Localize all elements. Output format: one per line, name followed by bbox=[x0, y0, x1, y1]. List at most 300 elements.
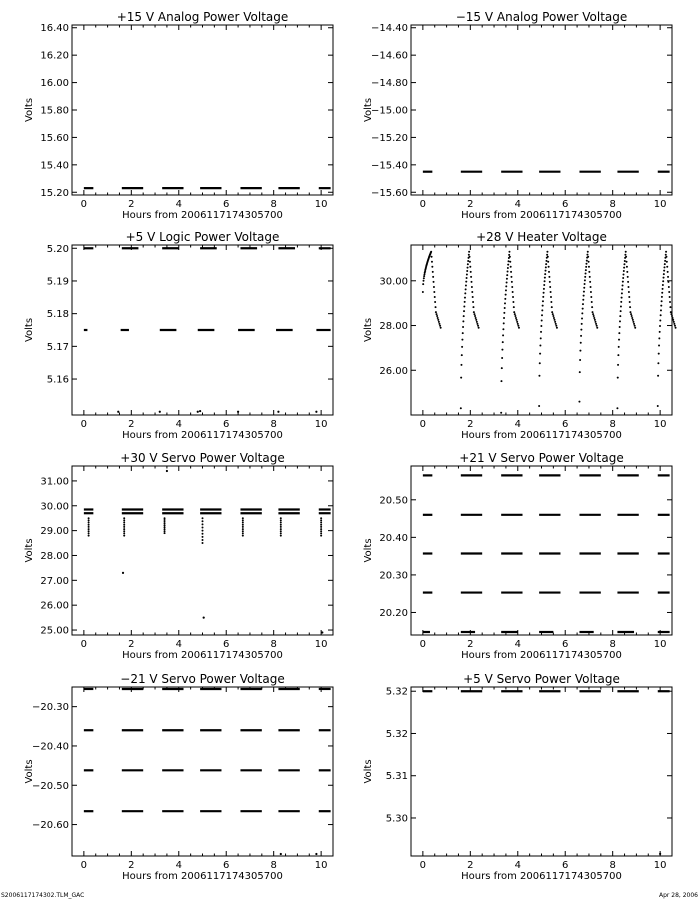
data-point bbox=[466, 273, 468, 275]
data-point bbox=[164, 517, 166, 519]
y-tick-label: −20.40 bbox=[31, 741, 69, 753]
data-point bbox=[478, 327, 480, 329]
data-point bbox=[501, 349, 503, 351]
data-point bbox=[510, 276, 512, 278]
data-point bbox=[668, 291, 670, 293]
data-point bbox=[164, 530, 166, 532]
data-point bbox=[581, 323, 583, 325]
data-point bbox=[631, 315, 633, 317]
x-tick-label: 2 bbox=[128, 419, 135, 430]
data-point bbox=[618, 332, 620, 334]
data-point bbox=[543, 288, 545, 290]
x-tick-label: 8 bbox=[270, 199, 277, 210]
x-tick-label: 6 bbox=[562, 860, 569, 871]
data-point bbox=[581, 312, 583, 314]
data-point bbox=[460, 407, 462, 409]
data-point bbox=[582, 303, 584, 305]
data-point bbox=[627, 281, 629, 283]
data-point bbox=[434, 301, 436, 303]
data-point bbox=[438, 323, 440, 325]
data-point bbox=[431, 256, 433, 258]
data-point bbox=[622, 281, 624, 283]
y-axis-label: Volts bbox=[24, 317, 35, 343]
data-point bbox=[280, 532, 282, 534]
data-point bbox=[477, 325, 479, 327]
y-tick-label: 16.00 bbox=[40, 78, 69, 90]
x-tick-label: 10 bbox=[314, 199, 328, 210]
data-point bbox=[621, 297, 623, 299]
data-point bbox=[504, 307, 506, 309]
data-point bbox=[514, 315, 516, 317]
data-point bbox=[551, 306, 553, 308]
data-point bbox=[589, 276, 591, 278]
data-point bbox=[588, 271, 590, 273]
data-point bbox=[616, 407, 618, 409]
data-point bbox=[203, 617, 205, 619]
x-tick-label: 0 bbox=[419, 639, 427, 650]
data-point bbox=[618, 346, 620, 348]
data-point bbox=[122, 572, 124, 574]
data-point bbox=[464, 301, 466, 303]
chart-panel-2 bbox=[363, 10, 672, 221]
plot-frame bbox=[411, 245, 672, 415]
data-point bbox=[543, 284, 545, 286]
x-tick-label: 4 bbox=[175, 639, 182, 650]
data-point bbox=[507, 267, 509, 269]
x-tick-label: 6 bbox=[223, 199, 230, 210]
x-tick-label: 6 bbox=[223, 419, 230, 430]
data-point bbox=[123, 524, 125, 526]
data-point bbox=[469, 256, 471, 258]
data-point bbox=[508, 251, 510, 253]
data-point bbox=[501, 367, 503, 369]
data-point bbox=[540, 325, 542, 327]
data-point bbox=[117, 411, 119, 413]
data-point bbox=[280, 517, 282, 519]
data-point bbox=[542, 300, 544, 302]
data-point bbox=[468, 251, 470, 253]
data-point bbox=[463, 305, 465, 307]
data-point bbox=[548, 276, 550, 278]
data-point bbox=[629, 311, 631, 313]
data-point bbox=[159, 411, 161, 413]
data-point bbox=[591, 301, 593, 303]
data-point bbox=[461, 354, 463, 356]
y-tick-label: 20.40 bbox=[379, 532, 408, 544]
data-point bbox=[547, 256, 549, 258]
data-point bbox=[508, 260, 510, 262]
data-point bbox=[585, 266, 587, 268]
data-point bbox=[164, 521, 166, 523]
data-point bbox=[242, 535, 244, 537]
data-point bbox=[551, 311, 553, 313]
data-point bbox=[164, 527, 166, 529]
data-point bbox=[629, 306, 631, 308]
data-point bbox=[579, 359, 581, 361]
y-tick-label: 5.16 bbox=[46, 374, 69, 386]
data-point bbox=[669, 296, 671, 298]
data-point bbox=[501, 357, 503, 359]
data-point bbox=[542, 305, 544, 307]
data-point bbox=[516, 319, 518, 321]
data-point bbox=[620, 301, 622, 303]
data-point bbox=[475, 317, 477, 319]
y-tick-label: 25.00 bbox=[40, 625, 69, 637]
data-point bbox=[88, 530, 90, 532]
data-point bbox=[202, 520, 204, 522]
data-point bbox=[623, 267, 625, 269]
data-point bbox=[423, 273, 425, 275]
chart-title: −15 V Analog Power Voltage bbox=[455, 10, 628, 24]
data-point bbox=[503, 317, 505, 319]
data-point bbox=[472, 296, 474, 298]
data-point bbox=[280, 519, 282, 521]
data-point bbox=[585, 263, 587, 265]
data-point bbox=[164, 528, 166, 530]
data-point bbox=[665, 256, 667, 258]
x-tick-label: 8 bbox=[270, 639, 277, 650]
data-point bbox=[548, 271, 550, 273]
x-tick-label: 6 bbox=[223, 860, 230, 871]
data-point bbox=[664, 263, 666, 265]
data-point bbox=[594, 321, 596, 323]
data-point bbox=[242, 522, 244, 524]
data-point bbox=[625, 256, 627, 258]
data-point bbox=[554, 319, 556, 321]
data-point bbox=[320, 535, 322, 537]
x-tick-label: 10 bbox=[314, 639, 328, 650]
data-point bbox=[624, 260, 626, 262]
x-tick-label: 4 bbox=[514, 639, 521, 650]
data-point bbox=[590, 291, 592, 293]
data-point bbox=[584, 283, 586, 285]
data-point bbox=[625, 251, 627, 253]
data-point bbox=[588, 261, 590, 263]
data-point bbox=[513, 306, 515, 308]
data-point bbox=[623, 270, 625, 272]
data-point bbox=[123, 535, 125, 537]
data-point bbox=[659, 853, 661, 855]
data-point bbox=[666, 261, 668, 263]
data-point bbox=[587, 256, 589, 258]
data-point bbox=[545, 266, 547, 268]
data-point bbox=[620, 310, 622, 312]
data-point bbox=[123, 519, 125, 521]
x-axis-label: Hours from 2006117174305700 bbox=[122, 871, 283, 882]
data-point bbox=[585, 272, 587, 274]
data-point bbox=[440, 327, 442, 329]
data-point bbox=[540, 331, 542, 333]
y-tick-label: 26.00 bbox=[40, 600, 69, 612]
data-point bbox=[512, 301, 514, 303]
data-point bbox=[472, 306, 474, 308]
data-point bbox=[621, 288, 623, 290]
data-point bbox=[461, 346, 463, 348]
data-point bbox=[280, 530, 282, 532]
data-point bbox=[88, 532, 90, 534]
data-point bbox=[512, 291, 514, 293]
data-point bbox=[320, 532, 322, 534]
data-point bbox=[516, 321, 518, 323]
data-point bbox=[673, 321, 675, 323]
y-tick-label: 29.00 bbox=[40, 526, 69, 538]
data-point bbox=[513, 311, 515, 313]
chart-panel-8 bbox=[363, 672, 672, 882]
data-point bbox=[662, 288, 664, 290]
chart-panel-1 bbox=[24, 10, 333, 221]
y-tick-label: 20.30 bbox=[379, 570, 408, 582]
data-point bbox=[506, 282, 508, 284]
data-point bbox=[628, 291, 630, 293]
data-point bbox=[594, 319, 596, 321]
data-point bbox=[504, 298, 506, 300]
y-tick-label: 5.17 bbox=[46, 341, 69, 353]
data-point bbox=[438, 321, 440, 323]
y-tick-label: 16.20 bbox=[40, 50, 69, 62]
y-tick-label: −15.20 bbox=[370, 132, 408, 144]
y-tick-label: 16.40 bbox=[40, 23, 69, 35]
data-point bbox=[464, 292, 466, 294]
x-tick-label: 4 bbox=[175, 860, 182, 871]
plot-frame bbox=[411, 687, 672, 856]
x-tick-label: 0 bbox=[419, 199, 427, 210]
data-point bbox=[468, 254, 470, 256]
data-point bbox=[555, 323, 557, 325]
data-point bbox=[242, 517, 244, 519]
data-point bbox=[541, 319, 543, 321]
data-point bbox=[510, 271, 512, 273]
data-point bbox=[553, 317, 555, 319]
data-point bbox=[660, 309, 662, 311]
data-point bbox=[475, 319, 477, 321]
plot-frame bbox=[72, 687, 333, 856]
data-point bbox=[202, 539, 204, 541]
data-point bbox=[202, 527, 204, 529]
x-tick-label: 4 bbox=[514, 419, 521, 430]
x-tick-label: 4 bbox=[175, 199, 182, 210]
chart-title: +21 V Servo Power Voltage bbox=[459, 451, 624, 465]
data-point bbox=[544, 280, 546, 282]
data-point bbox=[502, 328, 504, 330]
data-point bbox=[509, 261, 511, 263]
data-point bbox=[670, 313, 672, 315]
data-point bbox=[550, 291, 552, 293]
y-axis-label: Volts bbox=[363, 759, 374, 784]
x-tick-label: 8 bbox=[609, 639, 616, 650]
y-axis-label: Volts bbox=[363, 97, 374, 123]
data-point bbox=[320, 526, 322, 528]
data-point bbox=[582, 299, 584, 301]
data-point bbox=[663, 277, 665, 279]
data-point bbox=[432, 271, 434, 273]
data-point bbox=[437, 319, 439, 321]
data-point bbox=[663, 266, 665, 268]
data-point bbox=[197, 411, 199, 413]
data-point bbox=[507, 264, 509, 266]
data-point bbox=[473, 311, 475, 313]
data-point bbox=[465, 288, 467, 290]
data-point bbox=[423, 275, 425, 277]
data-point bbox=[433, 286, 435, 288]
data-point bbox=[539, 362, 541, 364]
data-point bbox=[463, 315, 465, 317]
chart-title: +15 V Analog Power Voltage bbox=[116, 10, 289, 24]
y-tick-label: 5.18 bbox=[46, 309, 69, 321]
data-point bbox=[554, 321, 556, 323]
data-point bbox=[544, 277, 546, 279]
data-point bbox=[320, 517, 322, 519]
y-tick-label: 5.30 bbox=[385, 813, 408, 825]
data-point bbox=[202, 517, 204, 519]
data-point bbox=[462, 320, 464, 322]
data-point bbox=[585, 269, 587, 271]
data-point bbox=[503, 322, 505, 324]
data-point bbox=[508, 254, 510, 256]
data-point bbox=[667, 271, 669, 273]
data-point bbox=[199, 410, 201, 412]
data-point bbox=[166, 470, 168, 472]
x-axis-label: Hours from 2006117174305700 bbox=[122, 430, 283, 441]
data-point bbox=[433, 281, 435, 283]
data-point bbox=[462, 326, 464, 328]
data-point bbox=[541, 314, 543, 316]
data-point bbox=[466, 270, 468, 272]
x-tick-label: 8 bbox=[609, 419, 616, 430]
data-point bbox=[619, 320, 621, 322]
x-tick-label: 4 bbox=[514, 860, 521, 871]
data-point bbox=[547, 261, 549, 263]
data-point bbox=[123, 517, 125, 519]
data-point bbox=[434, 296, 436, 298]
y-axis-label: Volts bbox=[363, 538, 374, 563]
data-point bbox=[589, 281, 591, 283]
data-point bbox=[669, 301, 671, 303]
data-point bbox=[548, 266, 550, 268]
x-tick-label: 8 bbox=[270, 419, 277, 430]
x-tick-label: 6 bbox=[562, 419, 569, 430]
data-point bbox=[657, 375, 659, 377]
data-point bbox=[202, 523, 204, 525]
y-tick-label: 28.00 bbox=[379, 321, 408, 333]
data-point bbox=[662, 280, 664, 282]
data-point bbox=[671, 315, 673, 317]
data-point bbox=[634, 325, 636, 327]
data-point bbox=[280, 522, 282, 524]
y-tick-label: −15.60 bbox=[370, 187, 408, 199]
data-point bbox=[657, 405, 659, 407]
data-point bbox=[164, 523, 166, 525]
y-axis-label: Volts bbox=[24, 97, 35, 123]
data-point bbox=[460, 364, 462, 366]
x-tick-label: 10 bbox=[653, 860, 667, 871]
data-point bbox=[320, 524, 322, 526]
data-point bbox=[466, 277, 468, 279]
x-tick-label: 0 bbox=[419, 419, 427, 430]
data-point bbox=[632, 319, 634, 321]
data-point bbox=[623, 263, 625, 265]
data-point bbox=[591, 306, 593, 308]
x-tick-label: 2 bbox=[467, 639, 474, 650]
data-point bbox=[584, 279, 586, 281]
x-tick-label: 10 bbox=[314, 860, 328, 871]
data-point bbox=[88, 526, 90, 528]
data-point bbox=[320, 522, 322, 524]
x-axis-label: Hours from 2006117174305700 bbox=[461, 871, 622, 882]
data-point bbox=[437, 317, 439, 319]
y-axis-label: Volts bbox=[363, 317, 374, 343]
data-point bbox=[88, 524, 90, 526]
data-point bbox=[476, 321, 478, 323]
chart-title: +5 V Servo Power Voltage bbox=[463, 672, 620, 686]
data-point bbox=[592, 311, 594, 313]
data-point bbox=[504, 302, 506, 304]
data-point bbox=[584, 276, 586, 278]
y-tick-label: 31.00 bbox=[40, 476, 69, 488]
data-point bbox=[586, 260, 588, 262]
data-point bbox=[660, 314, 662, 316]
x-tick-label: 4 bbox=[514, 199, 521, 210]
data-point bbox=[430, 251, 432, 253]
data-point bbox=[622, 277, 624, 279]
data-point bbox=[433, 291, 435, 293]
data-point bbox=[471, 291, 473, 293]
x-tick-label: 4 bbox=[175, 419, 182, 430]
y-tick-label: 28.00 bbox=[40, 550, 69, 562]
data-point bbox=[280, 526, 282, 528]
y-tick-label: 15.40 bbox=[40, 160, 69, 172]
data-point bbox=[658, 345, 660, 347]
data-point bbox=[123, 526, 125, 528]
data-point bbox=[470, 271, 472, 273]
y-tick-label: 15.20 bbox=[40, 187, 69, 199]
data-point bbox=[123, 528, 125, 530]
data-point bbox=[667, 281, 669, 283]
data-point bbox=[578, 401, 580, 403]
chart-title: +30 V Servo Power Voltage bbox=[120, 451, 285, 465]
data-point bbox=[505, 285, 507, 287]
data-point bbox=[423, 280, 425, 282]
data-point bbox=[277, 411, 279, 413]
data-point bbox=[242, 532, 244, 534]
data-point bbox=[661, 296, 663, 298]
data-point bbox=[439, 325, 441, 327]
data-point bbox=[556, 327, 558, 329]
data-point bbox=[465, 281, 467, 283]
data-point bbox=[626, 266, 628, 268]
data-point bbox=[467, 260, 469, 262]
x-tick-label: 10 bbox=[653, 199, 667, 210]
data-point bbox=[242, 530, 244, 532]
data-point bbox=[664, 260, 666, 262]
data-point bbox=[506, 278, 508, 280]
x-axis-label: Hours from 2006117174305700 bbox=[461, 210, 622, 221]
data-point bbox=[431, 266, 433, 268]
data-point bbox=[657, 362, 659, 364]
y-tick-label: 30.00 bbox=[379, 276, 408, 288]
data-point bbox=[538, 375, 540, 377]
data-point bbox=[123, 522, 125, 524]
data-point bbox=[617, 364, 619, 366]
data-point bbox=[464, 297, 466, 299]
chart-title: +28 V Heater Voltage bbox=[476, 230, 607, 244]
data-point bbox=[315, 411, 317, 413]
x-tick-label: 10 bbox=[314, 419, 328, 430]
data-point bbox=[476, 323, 478, 325]
data-point bbox=[596, 325, 598, 327]
data-point bbox=[507, 271, 509, 273]
data-point bbox=[580, 335, 582, 337]
data-point bbox=[627, 276, 629, 278]
